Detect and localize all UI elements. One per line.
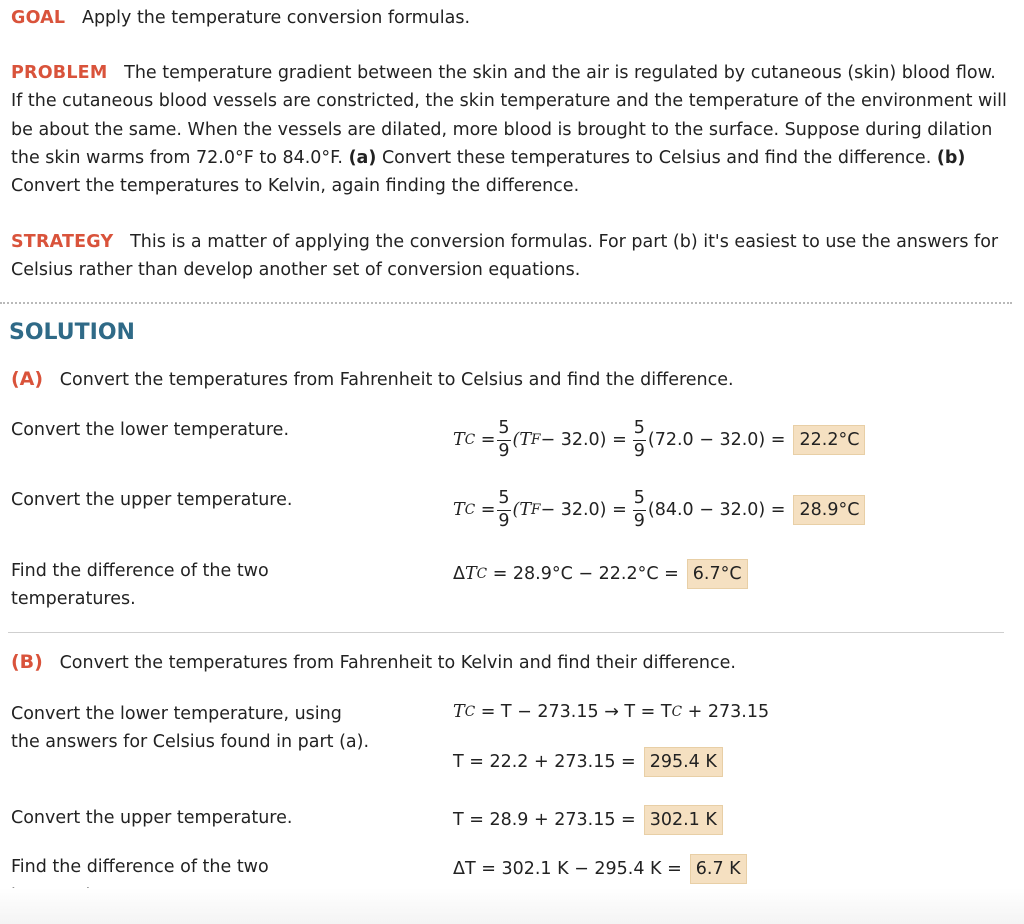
step-b2-equation (453, 805, 723, 835)
fraction-denominator: 9 (498, 440, 510, 461)
step-a1-equation (453, 420, 865, 460)
formula-rest: − 32.0) = (540, 500, 627, 520)
problem-part-a-label: (a) (348, 147, 377, 168)
step-a3-desc: Find the difference of the two temperatures. (11, 561, 269, 610)
part-b-label: (B) (11, 651, 43, 673)
step-a3-expr: = 28.9°C − 22.2°C = (492, 564, 679, 584)
tf-symbol: (T (512, 500, 532, 520)
problem-label: PROBLEM (11, 63, 108, 83)
section-divider (8, 632, 1004, 633)
step-b2-desc: Convert the upper temperature. (11, 808, 293, 828)
goal-label: GOAL (11, 8, 66, 28)
fraction-5-9-b (633, 490, 646, 530)
tc-subscript: C (464, 502, 476, 518)
answer-a1: 22.2°C (793, 425, 865, 455)
answer-b1: 295.4 K (644, 747, 723, 777)
step-a2-desc: Convert the upper temperature. (11, 490, 293, 510)
problem-part-b-label: (b) (936, 147, 966, 168)
part-b-header (11, 651, 736, 673)
fraction-5-9-b (633, 420, 646, 460)
fraction-5-9 (497, 420, 510, 460)
step-b1-expr2: T = 22.2 + 273.15 = (453, 752, 636, 772)
step-a2-equation (453, 490, 865, 530)
fraction-5-9 (497, 490, 510, 530)
goal-line (11, 4, 470, 32)
fraction-numerator: 5 (497, 490, 510, 511)
goal-text: Apply the temperature conversion formulas. (81, 8, 471, 28)
bottom-fade (0, 888, 1024, 924)
tc-symbol: T (453, 430, 465, 450)
answer-a3: 6.7°C (687, 559, 748, 589)
step-b1-desc: Convert the lower temperature, using the answers for Celsius found in part (a). (11, 704, 370, 753)
tf-subscript: F (531, 432, 541, 448)
problem-paragraph (11, 59, 1011, 200)
step-a1-desc: Convert the lower temperature. (11, 420, 290, 440)
fraction-numerator: 5 (497, 420, 510, 441)
step-b1-equation-2 (453, 747, 723, 777)
equals-sign: = (480, 500, 496, 520)
fraction-denominator: 9 (633, 440, 645, 461)
fraction-numerator: 5 (633, 420, 646, 441)
step-b1-expr1b: + 273.15 (687, 702, 770, 722)
part-a-header (11, 368, 734, 390)
part-a-label: (A) (11, 368, 44, 390)
fraction-denominator: 9 (633, 510, 645, 531)
tc-symbol: T (453, 500, 465, 520)
dotted-divider (0, 302, 1012, 304)
equals-sign: = (480, 430, 496, 450)
strategy-text: This is a matter of applying the conversion formulas. For part (b) it's easiest to use the answers for Celsius rather than develop another set of conversion equations. (11, 232, 999, 281)
answer-a2: 28.9°C (793, 495, 865, 525)
tf-subscript: F (531, 502, 541, 518)
strategy-paragraph (11, 228, 1011, 285)
part-b-text: Convert the temperatures from Fahrenheit to Kelvin and find their difference. (59, 653, 736, 673)
step-b1-expr1a: = T − 273.15 → T = T (480, 702, 672, 722)
problem-text-2: Convert these temperatures to Celsius and find the difference. (381, 147, 937, 168)
strategy-label: STRATEGY (11, 232, 114, 252)
formula-rest: − 32.0) = (540, 430, 627, 450)
step-b1-equation-1: T C = T − 273.15 → T = T C + 273.15 (453, 702, 770, 722)
problem-text-3: Convert the temperatures to Kelvin, again finding the difference. (11, 176, 580, 197)
answer-b2: 302.1 K (644, 805, 723, 835)
part-a-text: Convert the temperatures from Fahrenheit to Celsius and find the difference. (59, 370, 734, 390)
solution-heading: SOLUTION (9, 320, 135, 345)
fraction-denominator: 9 (498, 510, 510, 531)
problem-text-1: The temperature gradient between the skin and the air is regulated by cutaneous (skin) blood flow. If the cutaneous blood vessels are constricted, the skin temperature and the temperature of the environment will be about the same. When the vessels are dilated, more blood is brought to the surface. Suppose during dilation the skin warms from 72.0°F to 84.0°F. (11, 63, 1007, 168)
tc-subscript: C (464, 432, 476, 448)
step-b3-equation (453, 854, 747, 884)
answer-b3: 6.7 K (690, 854, 747, 884)
step-a2-value: (84.0 − 32.0) = (647, 500, 786, 520)
step-a1-value: (72.0 − 32.0) = (647, 430, 786, 450)
tf-symbol: (T (512, 430, 532, 450)
step-a3-equation: Δ T C = 28.9°C − 22.2°C = 6.7°C (453, 559, 748, 589)
step-b2-expr: T = 28.9 + 273.15 = (453, 810, 636, 830)
step-b3-expr: ΔT = 302.1 K − 295.4 K = (453, 859, 682, 879)
step-b3-desc: Find the difference of the two (11, 857, 269, 877)
fraction-numerator: 5 (633, 490, 646, 511)
